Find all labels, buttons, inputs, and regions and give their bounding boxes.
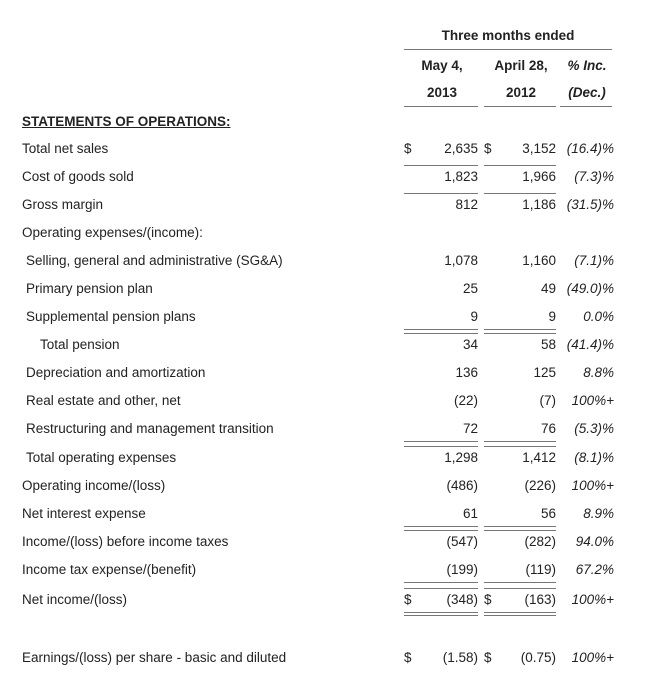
currency-symbol-prior: $ [484, 141, 492, 156]
col-underline-current [404, 106, 478, 107]
value-current: (486) [446, 478, 478, 493]
row-label: Selling, general and administrative (SG&A) [26, 253, 283, 268]
subtotal-rule [404, 329, 478, 330]
row-label: Cost of goods sold [22, 169, 134, 184]
value-current: (547) [446, 534, 478, 549]
value-prior: (163) [524, 592, 556, 607]
currency-symbol-current: $ [404, 141, 412, 156]
col-header-current-line1: May 4, [421, 58, 463, 73]
percent-change: (7.3)% [574, 169, 614, 184]
subtotal-rule [484, 530, 556, 531]
currency-symbol-current: $ [404, 650, 412, 665]
percent-change: (41.4)% [566, 337, 614, 352]
subtotal-rule [484, 446, 556, 447]
row-label: Income/(loss) before income taxes [22, 534, 229, 549]
currency-symbol-prior: $ [484, 592, 492, 607]
row-label: Gross margin [22, 197, 104, 212]
currency-symbol-prior: $ [484, 650, 492, 665]
value-current: 136 [455, 365, 478, 380]
subtotal-rule [484, 582, 556, 583]
percent-change: (16.4)% [566, 141, 614, 156]
subtotal-rule [404, 526, 478, 527]
percent-change: 8.9% [583, 506, 614, 521]
value-current: 1,823 [444, 169, 478, 184]
total-double-rule [404, 612, 478, 613]
value-prior: 125 [533, 365, 556, 380]
value-prior: 1,966 [522, 169, 556, 184]
subtotal-rule [484, 165, 556, 166]
value-prior: 3,152 [522, 141, 556, 156]
subtotal-rule [404, 582, 478, 583]
col-underline-prior [484, 106, 556, 107]
percent-change: (8.1)% [574, 450, 614, 465]
percent-change: 8.8% [583, 365, 614, 380]
col-header-current-line2: 2013 [426, 85, 458, 100]
value-prior: 9 [548, 309, 556, 324]
col-header-pct-line1: % Inc. [567, 58, 607, 73]
row-label: Restructuring and management transition [26, 421, 274, 436]
row-label: Depreciation and amortization [26, 365, 206, 380]
value-current: 61 [462, 506, 478, 521]
subtotal-rule [404, 441, 478, 442]
subtotal-rule [484, 329, 556, 330]
section-title: STATEMENTS OF OPERATIONS: [22, 114, 231, 129]
value-current: 1,078 [444, 253, 478, 268]
value-prior: 56 [540, 506, 556, 521]
row-label: Real estate and other, net [26, 393, 181, 408]
value-current: 9 [470, 309, 478, 324]
value-prior: 58 [540, 337, 556, 352]
value-current: 34 [462, 337, 478, 352]
subtotal-rule [484, 526, 556, 527]
value-prior: 1,186 [522, 197, 556, 212]
value-current: (348) [446, 592, 478, 607]
percent-change: 100%+ [571, 650, 614, 665]
value-current: (1.58) [442, 650, 478, 665]
col-header-pct-line2: (Dec.) [568, 85, 606, 100]
row-label: Total operating expenses [26, 450, 177, 465]
row-label: Earnings/(loss) per share - basic and diluted [22, 650, 287, 665]
row-label: Total pension [40, 337, 120, 352]
value-prior: (282) [524, 534, 556, 549]
subtotal-rule [484, 588, 556, 589]
row-label: Total net sales [22, 141, 109, 156]
value-prior: (0.75) [520, 650, 556, 665]
col-header-prior-line1: April 28, [494, 58, 548, 73]
percent-change: 0.0% [583, 309, 614, 324]
value-current: 25 [462, 281, 478, 296]
subtotal-rule [404, 446, 478, 447]
value-current: (22) [453, 393, 478, 408]
total-double-rule [484, 615, 556, 616]
percent-change: 100%+ [571, 393, 614, 408]
subtotal-rule [404, 165, 478, 166]
percent-change: 94.0% [575, 534, 614, 549]
subtotal-rule [404, 333, 478, 334]
value-prior: 1,412 [522, 450, 556, 465]
value-prior: 76 [540, 421, 556, 436]
subtotal-rule [484, 441, 556, 442]
currency-symbol-current: $ [404, 592, 412, 607]
subtotal-rule [404, 193, 478, 194]
percent-change: 67.2% [575, 562, 614, 577]
total-double-rule [404, 615, 478, 616]
percent-change: (7.1)% [574, 253, 614, 268]
percent-change: (31.5)% [566, 197, 614, 212]
row-label: Operating expenses/(income): [22, 225, 203, 240]
row-label: Net income/(loss) [22, 592, 128, 607]
col-underline-pct [560, 106, 612, 107]
subtotal-rule [484, 193, 556, 194]
value-prior: (7) [539, 393, 556, 408]
percent-change: (49.0)% [566, 281, 614, 296]
subtotal-rule [404, 530, 478, 531]
value-current: 2,635 [444, 141, 478, 156]
row-label: Operating income/(loss) [22, 478, 166, 493]
value-prior: 49 [540, 281, 556, 296]
row-label: Primary pension plan [26, 281, 153, 296]
row-label: Supplemental pension plans [26, 309, 196, 324]
value-current: (199) [446, 562, 478, 577]
subtotal-rule [484, 333, 556, 334]
total-double-rule [484, 612, 556, 613]
value-prior: (119) [525, 562, 556, 577]
row-label: Net interest expense [22, 506, 146, 521]
percent-change: 100%+ [571, 592, 614, 607]
percent-change: (5.3)% [574, 421, 614, 436]
header-rule [404, 49, 612, 50]
value-current: 812 [455, 197, 478, 212]
value-current: 72 [462, 421, 478, 436]
col-header-prior-line2: 2012 [505, 85, 537, 100]
value-prior: (226) [524, 478, 556, 493]
row-label: Income tax expense/(benefit) [22, 562, 197, 577]
period-title: Three months ended [441, 28, 575, 43]
value-prior: 1,160 [522, 253, 556, 268]
value-current: 1,298 [444, 450, 478, 465]
percent-change: 100%+ [571, 478, 614, 493]
subtotal-rule [404, 588, 478, 589]
